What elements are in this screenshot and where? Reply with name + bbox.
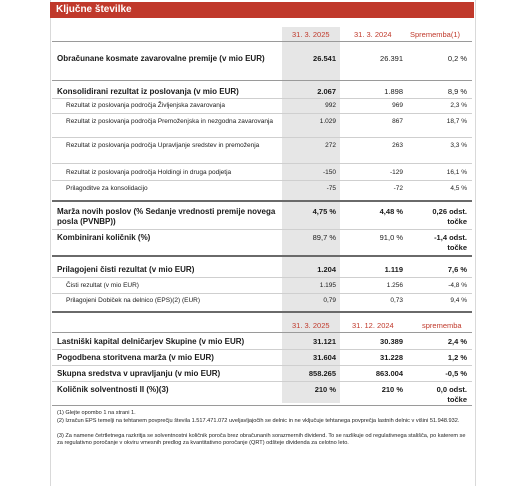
value-prior: 4,48 % <box>379 207 403 216</box>
value-prior: 26.391 <box>380 54 403 63</box>
value-prior: -129 <box>389 169 403 176</box>
value-prior: 30.389 <box>380 337 403 346</box>
value-current: -150 <box>322 169 336 176</box>
row-label: Konsolidirani rezultat iz poslovanja (v mio EUR) <box>57 87 239 96</box>
value-change: 3,3 % <box>450 142 467 149</box>
value-current: 1.029 <box>319 118 336 125</box>
value-current: 31.604 <box>313 353 336 362</box>
table-row <box>52 54 472 76</box>
row-label: Rezultat iz poslovanja področja Upravljanje sredstev in premoženja <box>66 142 260 149</box>
value-current: 89,7 % <box>312 233 336 242</box>
value-change: 9,4 % <box>450 297 467 304</box>
value-current: 2.067 <box>317 87 336 96</box>
value-change: 18,7 % <box>446 118 467 125</box>
header-change: sprememba <box>422 321 462 330</box>
divider <box>52 163 472 164</box>
value-current: 858.265 <box>308 369 336 378</box>
divider <box>52 80 472 81</box>
value-change: 0,0 odst. <box>436 385 467 394</box>
row-label: Količnik solventnosti II (%)(3) <box>57 385 169 394</box>
row-label: Prilagojeni Dobiček na delnico (EPS)(2) (EUR) <box>66 297 201 304</box>
value-current: 1.204 <box>317 265 336 274</box>
page-title: Ključne številke <box>56 4 132 15</box>
divider <box>52 137 472 138</box>
value-prior: 0,73 <box>390 297 403 304</box>
value-current: 992 <box>325 102 336 109</box>
value-change: 8,9 % <box>447 87 467 96</box>
value-change: 4,5 % <box>450 185 467 192</box>
row-label: Rezultat iz poslovanja področja Življenjska zavarovanja <box>66 102 225 109</box>
value-change: 7,6 % <box>447 265 467 274</box>
value-change-unit: točke <box>447 395 467 404</box>
row-label: Skupna sredstva v upravljanju (v mio EUR) <box>57 369 221 378</box>
row-label: Rezultat iz poslovanja področja Premoženjska in nezgodna zavarovanja <box>66 118 274 125</box>
value-change: 1,2 % <box>447 353 467 362</box>
value-current: 4,75 % <box>312 207 336 216</box>
value-prior: 867 <box>392 118 403 125</box>
value-current: 26.541 <box>313 54 336 63</box>
row-label: Rezultat iz poslovanja področja Holdingi in druga podjetja <box>66 169 232 176</box>
value-change: -1,4 odst. <box>434 233 467 242</box>
divider <box>52 277 472 278</box>
row-label: Kombinirani količnik (%) <box>57 233 151 242</box>
divider <box>52 365 472 366</box>
value-change: 16,1 % <box>446 169 467 176</box>
row-label: Prilagojeni čisti rezultat (v mio EUR) <box>57 265 195 274</box>
value-prior: 1.119 <box>384 265 403 274</box>
value-prior: -72 <box>393 185 403 192</box>
header-current-period: 31. 3. 2025 <box>292 321 330 330</box>
section-divider <box>52 255 472 257</box>
header-change: Sprememba(1) <box>410 30 461 39</box>
value-change: 0,26 odst. <box>432 207 467 216</box>
value-change-unit: točke <box>447 243 467 252</box>
divider <box>52 113 472 114</box>
value-change: 2,4 % <box>447 337 467 346</box>
row-label: Marža novih poslov (% Sedanje vrednosti premije novega posla (PVNBP)) <box>57 207 276 226</box>
value-current: 272 <box>325 142 336 149</box>
value-current: 31.121 <box>313 337 336 346</box>
divider <box>52 332 472 333</box>
divider <box>52 405 472 406</box>
value-prior: 31.228 <box>380 353 403 362</box>
value-prior: 1.256 <box>386 282 403 289</box>
value-prior: 91,0 % <box>379 233 403 242</box>
divider <box>52 98 472 99</box>
section-divider <box>52 200 472 202</box>
value-prior: 969 <box>392 102 403 109</box>
row-label: Lastniški kapital delničarjev Skupine (v mio EUR) <box>57 337 245 346</box>
value-current: 0,79 <box>323 297 336 304</box>
divider <box>52 41 472 42</box>
footnote-3: (3) Za namene četrtletnega razkritja se solventnostni količnik poroča brez obračunanih sorazmernih dividend. To se razlikuje od regulativnega stališča, po katerem se za regulativno poročanje v okviru vmesnih predlog za kvantitativno poročanje (QRT) odšteje dividenda za celotno leto. <box>57 433 466 446</box>
value-prior: 1.898 <box>384 87 403 96</box>
value-current: 1.195 <box>319 282 336 289</box>
row-label: Čisti rezultat (v mio EUR) <box>66 282 139 289</box>
divider <box>52 293 472 294</box>
value-current: 210 % <box>314 385 336 394</box>
divider <box>52 229 472 230</box>
footnote-1: (1) Glejte opombo 1 na strani 1. <box>57 410 136 416</box>
divider <box>52 180 472 181</box>
divider <box>52 349 472 350</box>
header-prior-period: 31. 3. 2024 <box>354 30 392 39</box>
header-prior-period: 31. 12. 2024 <box>352 321 394 330</box>
value-change-unit: točke <box>447 217 467 226</box>
header-current-period: 31. 3. 2025 <box>292 30 330 39</box>
section-divider <box>52 311 472 313</box>
value-prior: 863.004 <box>375 369 403 378</box>
value-prior: 263 <box>392 142 403 149</box>
divider <box>52 381 472 382</box>
value-change: -0,5 % <box>445 369 467 378</box>
row-label: Prilagoditve za konsolidacijo <box>66 185 148 192</box>
value-change: 0,2 % <box>447 54 467 63</box>
row-label: Pogodbena storitvena marža (v mio EUR) <box>57 353 214 362</box>
value-prior: 210 % <box>381 385 403 394</box>
footnote-2: (2) Izračun EPS temelji na tehtanem povprečju števila 1.517.471.072 uveljavljajočih se delnic in ne vključuje tehtanega povprečja lastnih delnic v višini 51.948.932. <box>57 418 460 424</box>
value-change: 2,3 % <box>450 102 467 109</box>
title-bar <box>50 2 474 18</box>
row-label: Obračunane kosmate zavarovalne premije (v mio EUR) <box>57 54 265 63</box>
value-change: -4,8 % <box>448 282 467 289</box>
value-current: -75 <box>326 185 336 192</box>
